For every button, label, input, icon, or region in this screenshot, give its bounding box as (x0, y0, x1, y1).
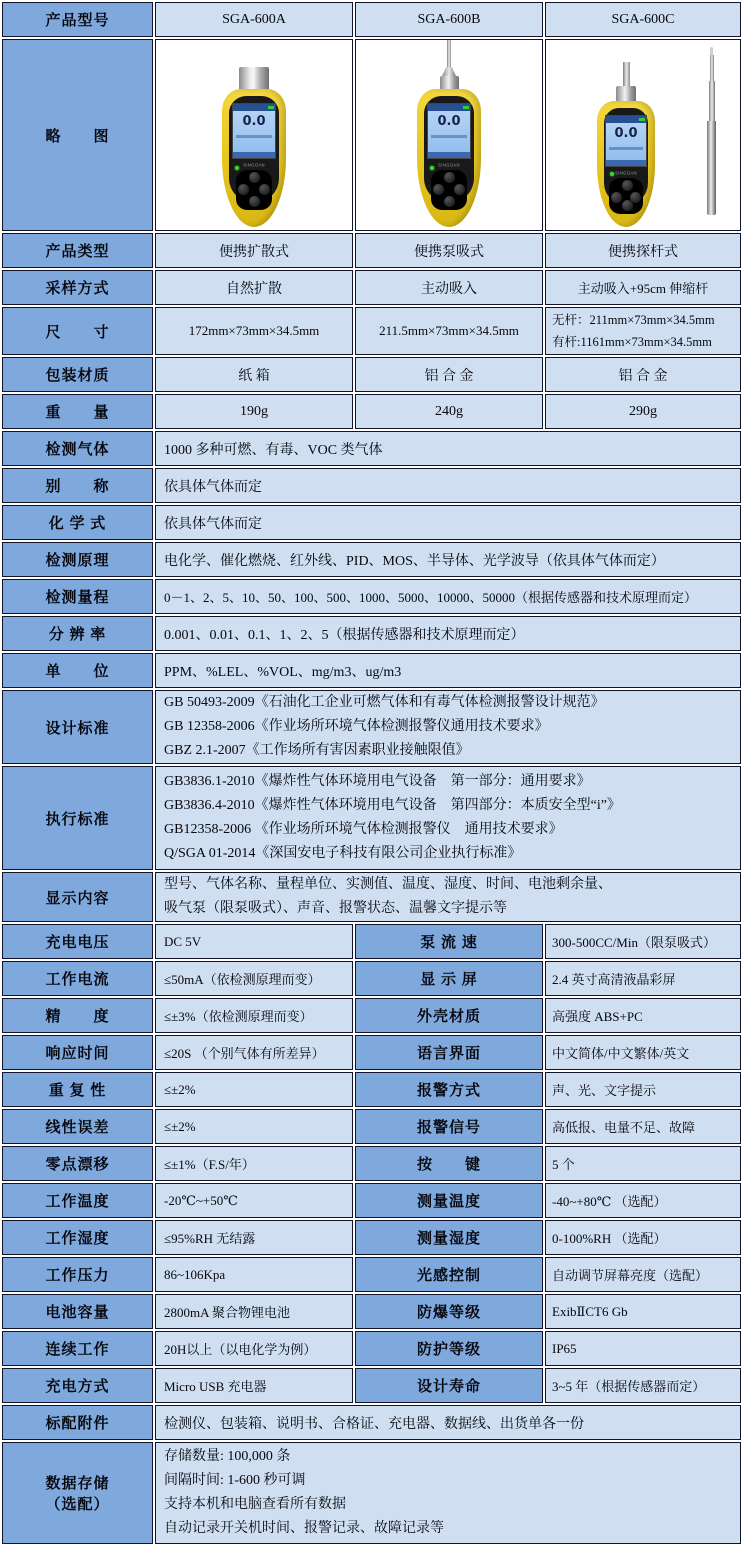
cell-value: 2800mA 聚合物锂电池 (155, 1294, 353, 1329)
table-row (2, 505, 741, 540)
cell-size-a: 172mm×73mm×34.5mm (155, 307, 353, 355)
cell-value: 声、光、文字提示 (545, 1072, 741, 1107)
row-label: 检测量程 (2, 579, 153, 614)
table-row (2, 924, 741, 959)
table-row (2, 1294, 741, 1329)
standard-line: GB 50493-2009《石油化工企业可燃气体和有毒气体检测报警设计规范》 (164, 695, 605, 710)
keypad-button (611, 192, 622, 203)
cell-sampling-a: 自然扩散 (155, 270, 353, 305)
storage-line: 间隔时间: 1-600 秒可调 (164, 1473, 306, 1488)
cell-type-c: 便携探杆式 (545, 233, 741, 268)
battery-icon (639, 118, 645, 121)
cell-size-c (545, 307, 741, 355)
sensor-cap-icon (239, 67, 269, 89)
storage-line: 支持本机和电脑查看所有数据 (164, 1497, 346, 1512)
cell-resolution: 0.001、0.01、0.1、1、2、5（根据传感器和技术原理而定） (155, 616, 741, 651)
sensor-cap-icon (440, 76, 459, 89)
table-row (2, 1331, 741, 1366)
storage-line: 自动记录开关机时间、报警记录、故障记录等 (164, 1521, 444, 1536)
row-label: 充电电压 (2, 924, 153, 959)
row-label: 单 位 (2, 653, 153, 688)
cell-display-content (155, 872, 741, 922)
row-label: 执行标准 (2, 766, 153, 870)
probe-cone-icon (442, 67, 456, 76)
cell-type-a: 便携扩散式 (155, 233, 353, 268)
row-label: 连续工作 (2, 1331, 153, 1366)
row-label: 设计标准 (2, 690, 153, 764)
cell-value: ≤±3%（依检测原理而变） (155, 998, 353, 1033)
keypad-button (454, 184, 465, 195)
table-row (2, 1146, 741, 1181)
screen-reading: 0.0 (242, 114, 266, 129)
row-label: 响应时间 (2, 1035, 153, 1070)
device-body (597, 101, 655, 227)
header-label: 产品型号 (2, 2, 153, 37)
row-label: 重 复 性 (2, 1072, 153, 1107)
sketch-row (2, 39, 741, 231)
table-row (2, 270, 741, 305)
cell-formula: 依具体气体而定 (155, 505, 741, 540)
display-line: 吸气泵（限泵吸式）、声音、报警状态、温馨文字提示等 (164, 901, 507, 916)
row-label: 分 辨 率 (2, 616, 153, 651)
cell-value: 0-100%RH （选配） (545, 1220, 741, 1255)
storage-label-line1: 数据存储 (45, 1476, 110, 1492)
row-label: 光感控制 (355, 1257, 543, 1292)
row-label: 充电方式 (2, 1368, 153, 1403)
cell-sampling-c: 主动吸入+95cm 伸缩杆 (545, 270, 741, 305)
table-row (2, 579, 741, 614)
row-label: 显示内容 (2, 872, 153, 922)
row-label: 线性误差 (2, 1109, 153, 1144)
device-image-sga600b (364, 43, 534, 227)
cell-value: 86~106Kpa (155, 1257, 353, 1292)
table-row (2, 1405, 741, 1440)
header-row (2, 2, 741, 37)
product-photo-cell-b (355, 39, 543, 231)
row-label: 外壳材质 (355, 998, 543, 1033)
cell-value: 2.4 英寸高清液晶彩屏 (545, 961, 741, 996)
row-label: 显 示 屏 (355, 961, 543, 996)
table-row (2, 233, 741, 268)
row-label: 化 学 式 (2, 505, 153, 540)
keypad-button (444, 196, 455, 207)
brand-text: SINGOAN (615, 171, 637, 177)
storage-line: 存储数量: 100,000 条 (164, 1449, 291, 1464)
cell-units: PPM、%LEL、%VOL、mg/m3、ug/m3 (155, 653, 741, 688)
brand-text: SINGOAN (243, 163, 265, 169)
row-label: 工作湿度 (2, 1220, 153, 1255)
row-label: 报警信号 (355, 1109, 543, 1144)
cell-value: 3~5 年（根据传感器而定） (545, 1368, 741, 1403)
cell-value: 300-500CC/Min（限泵吸式） (545, 924, 741, 959)
model-name-a: SGA-600A (155, 2, 353, 37)
cell-value: Micro USB 充电器 (155, 1368, 353, 1403)
row-label-data-storage (2, 1442, 153, 1544)
row-label: 检测原理 (2, 542, 153, 577)
table-row (2, 961, 741, 996)
cell-value: ≤±2% (155, 1072, 353, 1107)
table-row (2, 998, 741, 1033)
row-label: 重 量 (2, 394, 153, 429)
cell-design-standards (155, 690, 741, 764)
table-row (2, 1368, 741, 1403)
device-body (417, 89, 481, 227)
size-c-line1: 无杆：211mm×73mm×34.5mm (552, 313, 715, 327)
brand-text: SINGOAN (438, 163, 460, 169)
screen-reading: 0.0 (614, 126, 638, 141)
cell-value: ≤50mA（依检测原理而变） (155, 961, 353, 996)
table-row (2, 1442, 741, 1544)
pump-probe-icon (447, 39, 451, 67)
cell-value: 高低报、电量不足、故障 (545, 1109, 741, 1144)
row-label: 防护等级 (355, 1331, 543, 1366)
probe-icon (623, 62, 630, 86)
model-name-c: SGA-600C (545, 2, 741, 37)
table-row (2, 357, 741, 392)
table-row (2, 690, 741, 764)
standard-line: GB12358-2006 《作业场所环境气体检测报警仪 通用技术要求》 (164, 822, 563, 837)
row-label: 测量湿度 (355, 1220, 543, 1255)
table-row (2, 542, 741, 577)
table-row (2, 1220, 741, 1255)
row-label: 报警方式 (355, 1072, 543, 1107)
cell-value: 20H以上（以电化学为例） (155, 1331, 353, 1366)
keypad-button (444, 172, 455, 183)
cell-value: ≤95%RH 无结露 (155, 1220, 353, 1255)
table-row (2, 468, 741, 503)
cell-alias: 依具体气体而定 (155, 468, 741, 503)
sensor-cap-icon (616, 86, 636, 101)
table-row (2, 1035, 741, 1070)
table-row (2, 1257, 741, 1292)
device-screen (232, 103, 276, 159)
cell-value: 5 个 (545, 1146, 741, 1181)
table-row (2, 1183, 741, 1218)
standard-line: GB3836.4-2010《爆炸性气体环境用电气设备 第四部分：本质安全型“i”》 (164, 798, 621, 813)
standard-line: GB 12358-2006《作业场所环境气体检测报警仪通用技术要求》 (164, 719, 549, 734)
cell-type-b: 便携泵吸式 (355, 233, 543, 268)
standard-line: GB3836.1-2010《爆炸性气体环境用电气设备 第一部分：通用要求》 (164, 774, 591, 789)
table-row (2, 431, 741, 466)
row-label: 工作压力 (2, 1257, 153, 1292)
keypad-button (238, 184, 249, 195)
cell-packing-c: 铝 合 金 (545, 357, 741, 392)
table-row (2, 653, 741, 688)
standard-line: Q/SGA 01-2014《深国安电子科技有限公司企业执行标准》 (164, 846, 522, 861)
row-label: 工作温度 (2, 1183, 153, 1218)
device-image-sga600c (554, 43, 732, 227)
row-label: 设计寿命 (355, 1368, 543, 1403)
table-row (2, 766, 741, 870)
device-screen (427, 103, 471, 159)
sketch-label: 略 图 (2, 39, 153, 231)
row-label: 别 称 (2, 468, 153, 503)
cell-value: ExibⅡCT6 Gb (545, 1294, 741, 1329)
cell-size-b: 211.5mm×73mm×34.5mm (355, 307, 543, 355)
row-label: 产品类型 (2, 233, 153, 268)
cell-sampling-b: 主动吸入 (355, 270, 543, 305)
screen-reading: 0.0 (437, 114, 461, 129)
device-screen (605, 115, 647, 167)
table-row (2, 394, 741, 429)
cell-range: 0－1、2、5、10、50、100、500、1000、5000、10000、50000（根据传感器和技术原理而定） (155, 579, 741, 614)
keypad-button (259, 184, 270, 195)
cell-value: DC 5V (155, 924, 353, 959)
cell-value: IP65 (545, 1331, 741, 1366)
row-label: 零点漂移 (2, 1146, 153, 1181)
cell-value: 高强度 ABS+PC (545, 998, 741, 1033)
storage-label-line2: （选配） (45, 1497, 110, 1513)
cell-data-storage (155, 1442, 741, 1544)
row-label: 包装材质 (2, 357, 153, 392)
row-label: 尺 寸 (2, 307, 153, 355)
row-label: 测量温度 (355, 1183, 543, 1218)
cell-exec-standards (155, 766, 741, 870)
keypad (609, 178, 643, 214)
row-label: 工作电流 (2, 961, 153, 996)
device-image-sga600a (164, 43, 344, 227)
table-row (2, 307, 741, 355)
model-name-b: SGA-600B (355, 2, 543, 37)
cell-packing-a: 纸 箱 (155, 357, 353, 392)
cell-value: 中文简体/中文繁体/英文 (545, 1035, 741, 1070)
telescopic-rod-icon (707, 47, 716, 215)
keypad-button (622, 200, 633, 211)
cell-weight-b: 240g (355, 394, 543, 429)
product-photo-cell-a (155, 39, 353, 231)
cell-value: 自动调节屏幕亮度（选配） (545, 1257, 741, 1292)
cell-value: ≤±2% (155, 1109, 353, 1144)
table-row (2, 1072, 741, 1107)
table-row (2, 1109, 741, 1144)
row-label: 检测气体 (2, 431, 153, 466)
cell-value: ≤20S （个别气体有所差异） (155, 1035, 353, 1070)
size-c-line2: 有杆:1161mm×73mm×34.5mm (552, 335, 712, 349)
row-label: 精 度 (2, 998, 153, 1033)
keypad-button (249, 196, 260, 207)
cell-principle: 电化学、催化燃烧、红外线、PID、MOS、半导体、光学波导（依具体气体而定） (155, 542, 741, 577)
cell-gases: 1000 多种可燃、有毒、VOC 类气体 (155, 431, 741, 466)
device-body (222, 89, 286, 227)
cell-value: -20℃~+50℃ (155, 1183, 353, 1218)
standard-line: GBZ 2.1-2007《工作场所有害因素职业接触限值》 (164, 743, 470, 758)
table-row (2, 616, 741, 651)
cell-weight-c: 290g (545, 394, 741, 429)
row-label: 电池容量 (2, 1294, 153, 1329)
cell-packing-b: 铝 合 金 (355, 357, 543, 392)
keypad-button (433, 184, 444, 195)
keypad-button (249, 172, 260, 183)
row-label: 采样方式 (2, 270, 153, 305)
cell-value: ≤±1%（F.S/年） (155, 1146, 353, 1181)
cell-value: -40~+80℃ （选配） (545, 1183, 741, 1218)
battery-icon (268, 106, 274, 109)
row-label: 泵 流 速 (355, 924, 543, 959)
table-row (2, 872, 741, 922)
cell-accessories: 检测仪、包装箱、说明书、合格证、充电器、数据线、出货单各一份 (155, 1405, 741, 1440)
row-label: 语言界面 (355, 1035, 543, 1070)
keypad (236, 170, 272, 210)
product-photo-cell-c (545, 39, 741, 231)
row-label: 防爆等级 (355, 1294, 543, 1329)
keypad-button (622, 180, 633, 191)
display-line: 型号、气体名称、量程单位、实测值、温度、湿度、时间、电池剩余量、 (164, 877, 612, 892)
row-label: 标配附件 (2, 1405, 153, 1440)
battery-icon (463, 106, 469, 109)
row-label: 按 键 (355, 1146, 543, 1181)
keypad (431, 170, 467, 210)
cell-weight-a: 190g (155, 394, 353, 429)
